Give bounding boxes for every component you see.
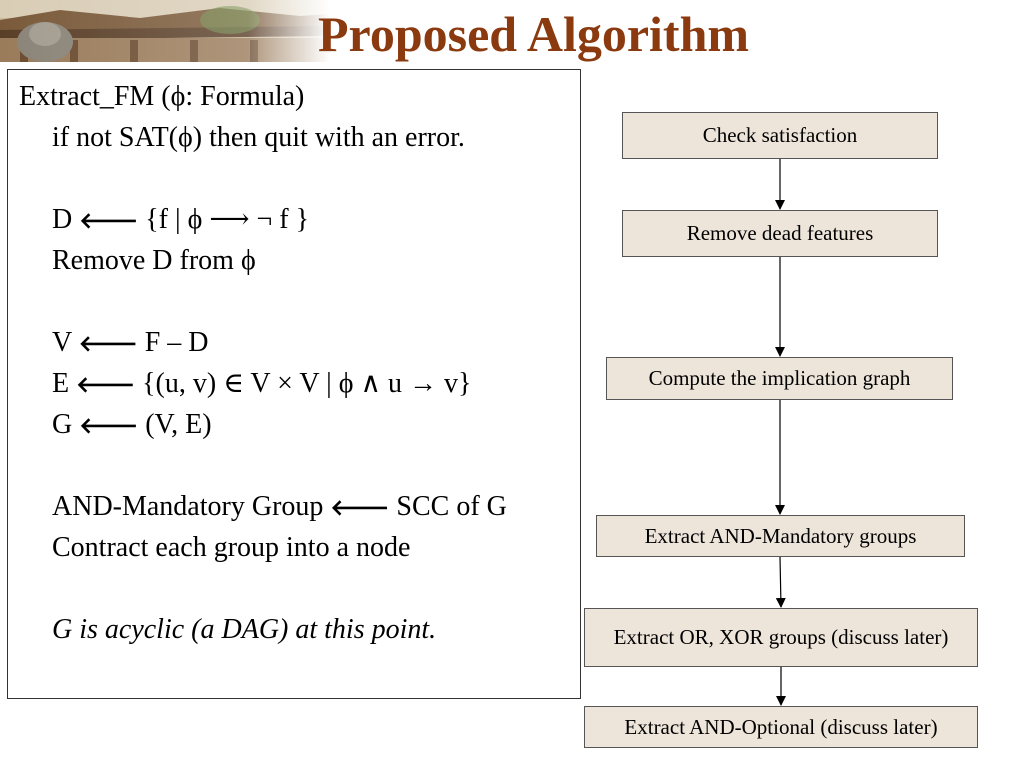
- dag-note: G is acyclic (a DAG) at this point.: [52, 614, 437, 645]
- v-expression: F – D: [144, 327, 209, 358]
- g-label: G: [52, 409, 73, 440]
- sat-check-line: if not SAT(ϕ) then quit with an error.: [52, 122, 465, 153]
- d-label: D: [52, 204, 73, 235]
- left-arrow-icon: 🡐: [79, 414, 139, 439]
- d-expression: {f | ϕ ⟶ ¬ f }: [145, 204, 310, 235]
- flow-step-remove-dead-features: Remove dead features: [622, 210, 938, 257]
- slide-title: Proposed Algorithm: [318, 6, 750, 62]
- e-label: E: [52, 368, 70, 399]
- left-arrow-icon: 🡐: [76, 373, 136, 398]
- g-expression: (V, E): [145, 409, 212, 440]
- e-expression: {(u, v) ∈ V × V | ϕ ∧ u → v}: [142, 368, 472, 399]
- flow-step-and-optional: Extract AND-Optional (discuss later): [584, 706, 978, 748]
- left-arrow-icon: 🡐: [79, 209, 139, 234]
- flow-step-implication-graph: Compute the implication graph: [606, 357, 953, 400]
- flow-step-and-mandatory: Extract AND-Mandatory groups: [596, 515, 965, 557]
- contract-line: Contract each group into a node: [52, 532, 411, 563]
- connector-4-5: [780, 557, 781, 607]
- v-label: V: [52, 327, 72, 358]
- left-arrow-icon: 🡐: [330, 496, 390, 521]
- and-label: AND-Mandatory Group: [52, 491, 324, 522]
- flow-step-or-xor: Extract OR, XOR groups (discuss later): [584, 608, 978, 667]
- flow-step-check-satisfaction: Check satisfaction: [622, 112, 938, 159]
- algorithm-header: Extract_FM (ϕ: Formula): [19, 81, 305, 112]
- and-expression: SCC of G: [396, 491, 507, 522]
- remove-dead-line: Remove D from ϕ: [52, 245, 256, 276]
- left-arrow-icon: 🡐: [78, 332, 138, 357]
